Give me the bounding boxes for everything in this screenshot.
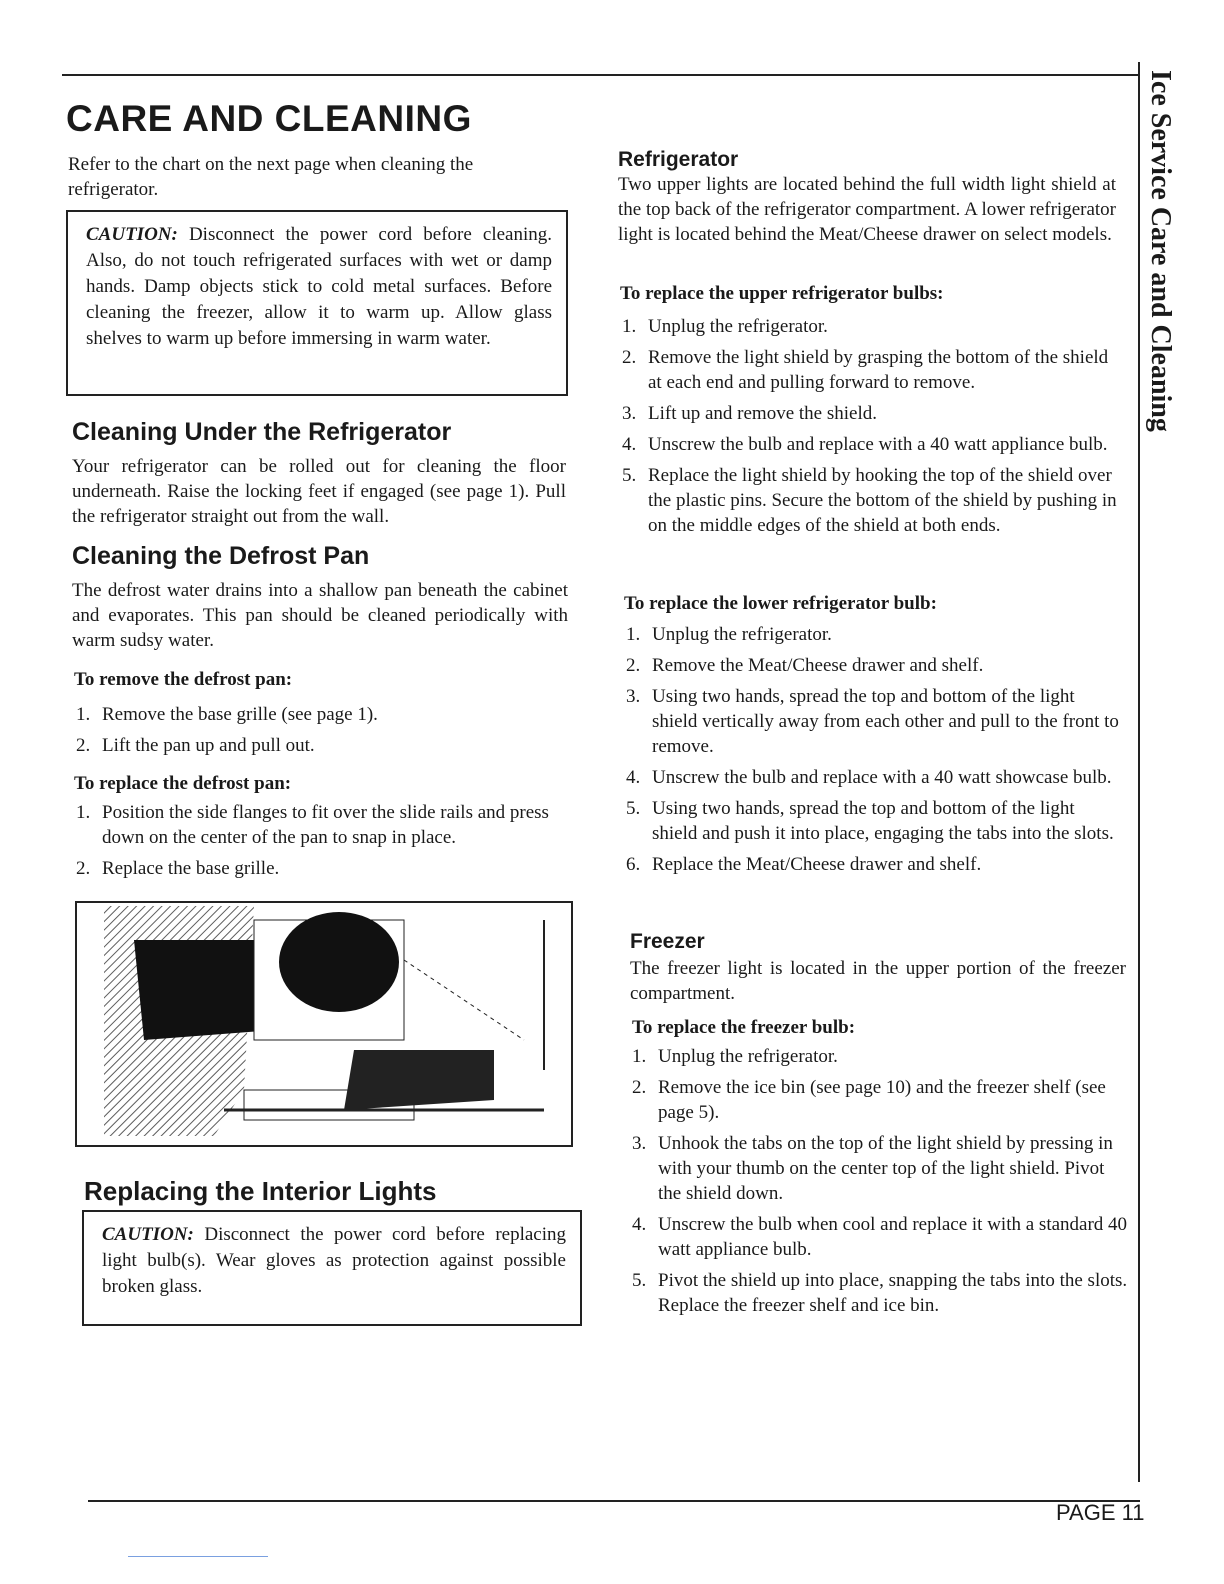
list-item: 3. Using two hands, spread the top and bottom of the light shield vertically away from each other and pull to the front to remove. <box>626 686 1119 757</box>
list-item: 1. Unplug the refrigerator. <box>632 1046 838 1067</box>
freezer-text: The freezer light is located in the upper portion of the freezer compartment. <box>630 958 1126 1004</box>
scan-mark <box>128 1556 268 1557</box>
side-tab-label: Ice Service Care and Cleaning <box>1145 70 1176 432</box>
caution-label: CAUTION: <box>86 224 178 245</box>
side-tab <box>1144 70 1188 570</box>
list-item: 4. Unscrew the bulb when cool and replace it with a standard 40 watt appliance bulb. <box>632 1214 1128 1260</box>
heading-defrost-pan: Cleaning the Defrost Pan <box>72 542 370 570</box>
list-item: 3. Unhook the tabs on the top of the light shield by pressing in with your thumb on the center top of the light shield. Pivot the shield down. <box>632 1133 1113 1204</box>
page-number: PAGE 11 <box>1056 1500 1145 1525</box>
list-item: 1. Position the side flanges to fit over the slide rails and press down on the center of the pan to snap in place. <box>76 802 549 848</box>
defrost-text: The defrost water drains into a shallow pan beneath the cabinet and evaporates. This pan should be cleaned periodically with warm sudsy water. <box>72 580 568 651</box>
list-item: 1. Unplug the refrigerator. <box>626 624 832 645</box>
freezer-bulb-steps <box>632 1044 1128 1324</box>
page-title: CARE AND CLEANING <box>66 98 472 139</box>
replace-defrost-steps <box>76 800 570 887</box>
bottom-rule <box>88 1500 1140 1502</box>
list-item: 6. Replace the Meat/Cheese drawer and shelf. <box>626 854 982 875</box>
caution-text: Disconnect the power cord before cleaning. Also, do not touch refrigerated surfaces with wet or damp hands. Damp objects stick to cold metal surfaces. Before cleaning the freezer, allow it to warm up. Allow glass shelves to warm up before immersing in warm water. <box>86 224 553 349</box>
caution-text: Disconnect the power cord before replacing light bulb(s). Wear gloves as protection against possible broken glass. <box>102 1224 567 1297</box>
list-item: 2. Remove the Meat/Cheese drawer and shelf. <box>626 655 984 676</box>
freezer-bulb-heading: To replace the freezer bulb: <box>632 1017 856 1038</box>
heading-cleaning-under: Cleaning Under the Refrigerator <box>72 418 452 446</box>
list-item: 4. Unscrew the bulb and replace with a 40 watt showcase bulb. <box>626 767 1112 788</box>
lower-bulb-steps <box>626 622 1122 883</box>
caution-label: CAUTION: <box>102 1224 194 1245</box>
caution-box-cleaning <box>66 210 568 396</box>
list-item: 5. Using two hands, spread the top and bottom of the light shield and push it into place, engaging the tabs into the slots. <box>626 798 1114 844</box>
upper-bulbs-heading: To replace the upper refrigerator bulbs: <box>620 283 944 304</box>
right-rule <box>1138 62 1140 1482</box>
top-rule <box>62 74 1140 76</box>
list-item: 5. Pivot the shield up into place, snapping the tabs into the slots. Replace the freezer shelf and ice bin. <box>632 1270 1128 1316</box>
list-item: 5. Replace the light shield by hooking the top of the shield over the plastic pins. Secure the bottom of the shield by pushing in on the middle edges of the shield at both ends. <box>622 465 1117 536</box>
list-item: 1. Remove the base grille (see page 1). <box>76 704 378 725</box>
list-item: 2. Remove the light shield by grasping the bottom of the shield at each end and pulling forward to remove. <box>622 347 1109 393</box>
heading-refrigerator: Refrigerator <box>618 148 739 171</box>
refrigerator-text: Two upper lights are located behind the full width light shield at the top back of the refrigerator compartment. A lower refrigerator light is located behind the Meat/Cheese drawer on select models. <box>618 174 1117 245</box>
replace-defrost-heading: To replace the defrost pan: <box>74 773 292 794</box>
intro-text: Refer to the chart on the next page when cleaning the refrigerator. <box>68 154 474 200</box>
list-item: 1. Unplug the refrigerator. <box>622 316 828 337</box>
defrost-pan-illustration <box>74 900 574 1148</box>
heading-interior-lights: Replacing the Interior Lights <box>84 1176 437 1206</box>
remove-defrost-heading: To remove the defrost pan: <box>74 669 293 690</box>
list-item: 2. Replace the base grille. <box>76 858 280 879</box>
heading-freezer: Freezer <box>630 930 705 953</box>
list-item: 3. Lift up and remove the shield. <box>622 403 877 424</box>
list-item: 4. Unscrew the bulb and replace with a 40 watt appliance bulb. <box>622 434 1108 455</box>
lower-bulb-heading: To replace the lower refrigerator bulb: <box>624 593 937 614</box>
upper-bulbs-steps <box>622 314 1118 544</box>
list-item: 2. Lift the pan up and pull out. <box>76 735 315 756</box>
list-item: 2. Remove the ice bin (see page 10) and the freezer shelf (see page 5). <box>632 1077 1106 1123</box>
cleaning-under-text: Your refrigerator can be rolled out for cleaning the floor underneath. Raise the locking feet if engaged (see page 1). Pull the refrigerator straight out from the wall. <box>72 456 566 527</box>
caution-box-lights <box>82 1210 582 1326</box>
remove-defrost-steps <box>76 702 570 764</box>
